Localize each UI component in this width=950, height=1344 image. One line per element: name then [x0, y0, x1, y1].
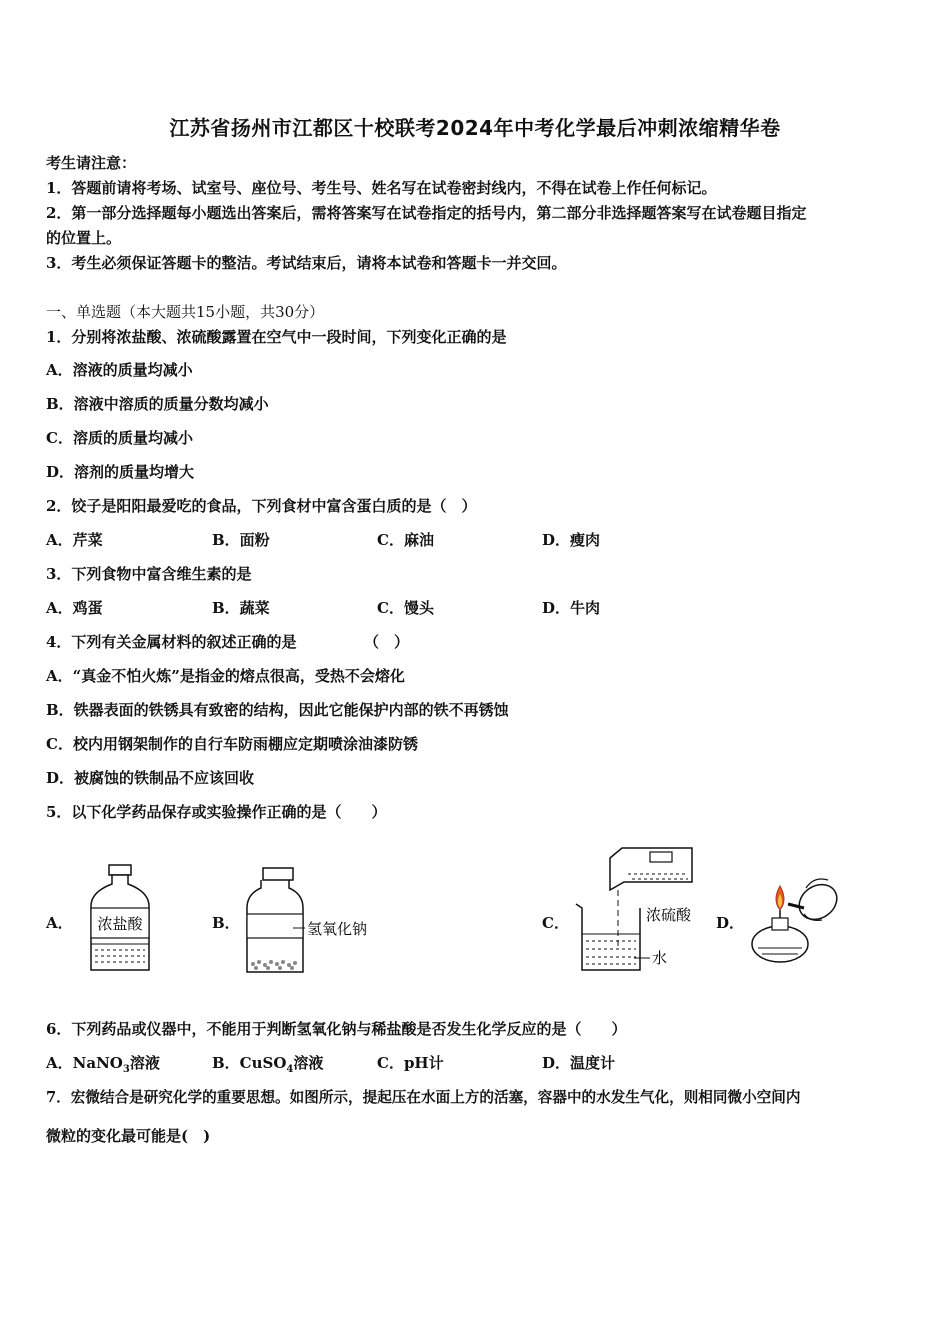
q5-label-d: D． [716, 914, 745, 932]
q5-label-a: A． [46, 914, 73, 932]
q2-option-b: B．面粉 [212, 531, 270, 549]
q6-option-a-text: A．NaNO [46, 1054, 123, 1072]
q6-stem: 6．下列药品或仪器中，不能用于判断氢氧化钠与稀盐酸是否发生化学反应的是（ ） [46, 1020, 627, 1038]
q2-stem: 2．饺子是阳阳最爱吃的食品，下列食材中富含蛋白质的是（ ） [46, 497, 477, 515]
q3-option-a: A．鸡蛋 [46, 599, 103, 617]
q6-option-d: D．温度计 [542, 1054, 616, 1072]
q3-stem: 3．下列食物中富含维生素的是 [46, 565, 252, 583]
q1-option-a: A．溶液的质量均减小 [46, 361, 193, 379]
q3-option-d: D．牛肉 [542, 599, 601, 617]
q6-option-b [212, 1053, 323, 1080]
q6-option-b-text: B．CuSO [212, 1054, 287, 1072]
notice-heading: 考生请注意： [46, 154, 137, 172]
dilution-figure [570, 846, 710, 976]
q5-stem: 5．以下化学药品保存或实验操作正确的是（ ） [46, 803, 387, 821]
bottle-hcl-figure [85, 862, 155, 974]
notice-item-1: 1．答题前请将考场、试室号、座位号、考生号、姓名写在试卷密封线内，不得在试卷上作任何标记。 [46, 179, 717, 197]
q6-option-a-sub: 3 [122, 1064, 130, 1075]
q4-stem: 4．下列有关金属材料的叙述正确的是 （ ） [46, 633, 409, 651]
dilution-acid-label: 浓硫酸 [646, 906, 692, 924]
q6-option-a-suffix: 溶液 [129, 1054, 160, 1072]
q1-option-b: B．溶液中溶质的质量分数均减小 [46, 395, 269, 413]
q6-option-b-sub: 4 [286, 1064, 294, 1075]
q2-option-d: D．瘦肉 [542, 531, 601, 549]
notice-item-2-cont: 的位置上。 [46, 229, 122, 247]
q3-option-c: C．馒头 [377, 599, 434, 617]
q5-label-b: B． [212, 914, 240, 932]
q2-option-a: A．芹菜 [46, 531, 103, 549]
alcohol-lamp-figure [748, 866, 844, 970]
q6-option-a [46, 1053, 160, 1080]
q7-stem-line1: 7．宏微结合是研究化学的重要思想。如图所示，提起压在水面上方的活塞，容器中的水发生气化，则相同微小空间内 [46, 1089, 801, 1106]
bottle-naoh-label: 氢氧化钠 [307, 920, 368, 938]
page-title: 江苏省扬州市江都区十校联考2024年中考化学最后冲刺浓缩精华卷 [169, 116, 781, 140]
bottle-naoh-figure [243, 866, 383, 976]
q1-option-c: C．溶质的质量均减小 [46, 429, 193, 447]
q6-option-c: C．pH计 [377, 1054, 444, 1072]
q5-label-c: C． [542, 914, 569, 932]
q4-option-b: B．铁器表面的铁锈具有致密的结构，因此它能保护内部的铁不再锈蚀 [46, 701, 509, 719]
notice-item-2: 2．第一部分选择题每小题选出答案后，需将答案写在试卷指定的括号内，第二部分非选择题答案写在试卷题目指定 [46, 204, 807, 222]
q2-option-c: C．麻油 [377, 531, 434, 549]
q1-option-d: D．溶剂的质量均增大 [46, 463, 195, 481]
section-heading: 一、单选题（本大题共15小题，共30分） [46, 303, 325, 321]
dilution-water-label: 水 [652, 949, 668, 967]
notice-item-3: 3．考生必须保证答题卡的整洁。考试结束后，请将本试卷和答题卡一并交回。 [46, 254, 567, 272]
bottle-hcl-label: 浓盐酸 [97, 915, 143, 933]
q1-stem: 1．分别将浓盐酸、浓硫酸露置在空气中一段时间，下列变化正确的是 [46, 328, 507, 346]
q4-option-d: D．被腐蚀的铁制品不应该回收 [46, 769, 255, 787]
q6-option-b-suffix: 溶液 [293, 1054, 324, 1072]
q3-option-b: B．蔬菜 [212, 599, 270, 617]
q4-option-a: A．“真金不怕火炼”是指金的熔点很高，受热不会熔化 [46, 667, 405, 685]
q4-option-c: C．校内用钢架制作的自行车防雨棚应定期喷涂油漆防锈 [46, 735, 418, 753]
q7-stem-line2: 微粒的变化最可能是( ) [46, 1127, 211, 1145]
